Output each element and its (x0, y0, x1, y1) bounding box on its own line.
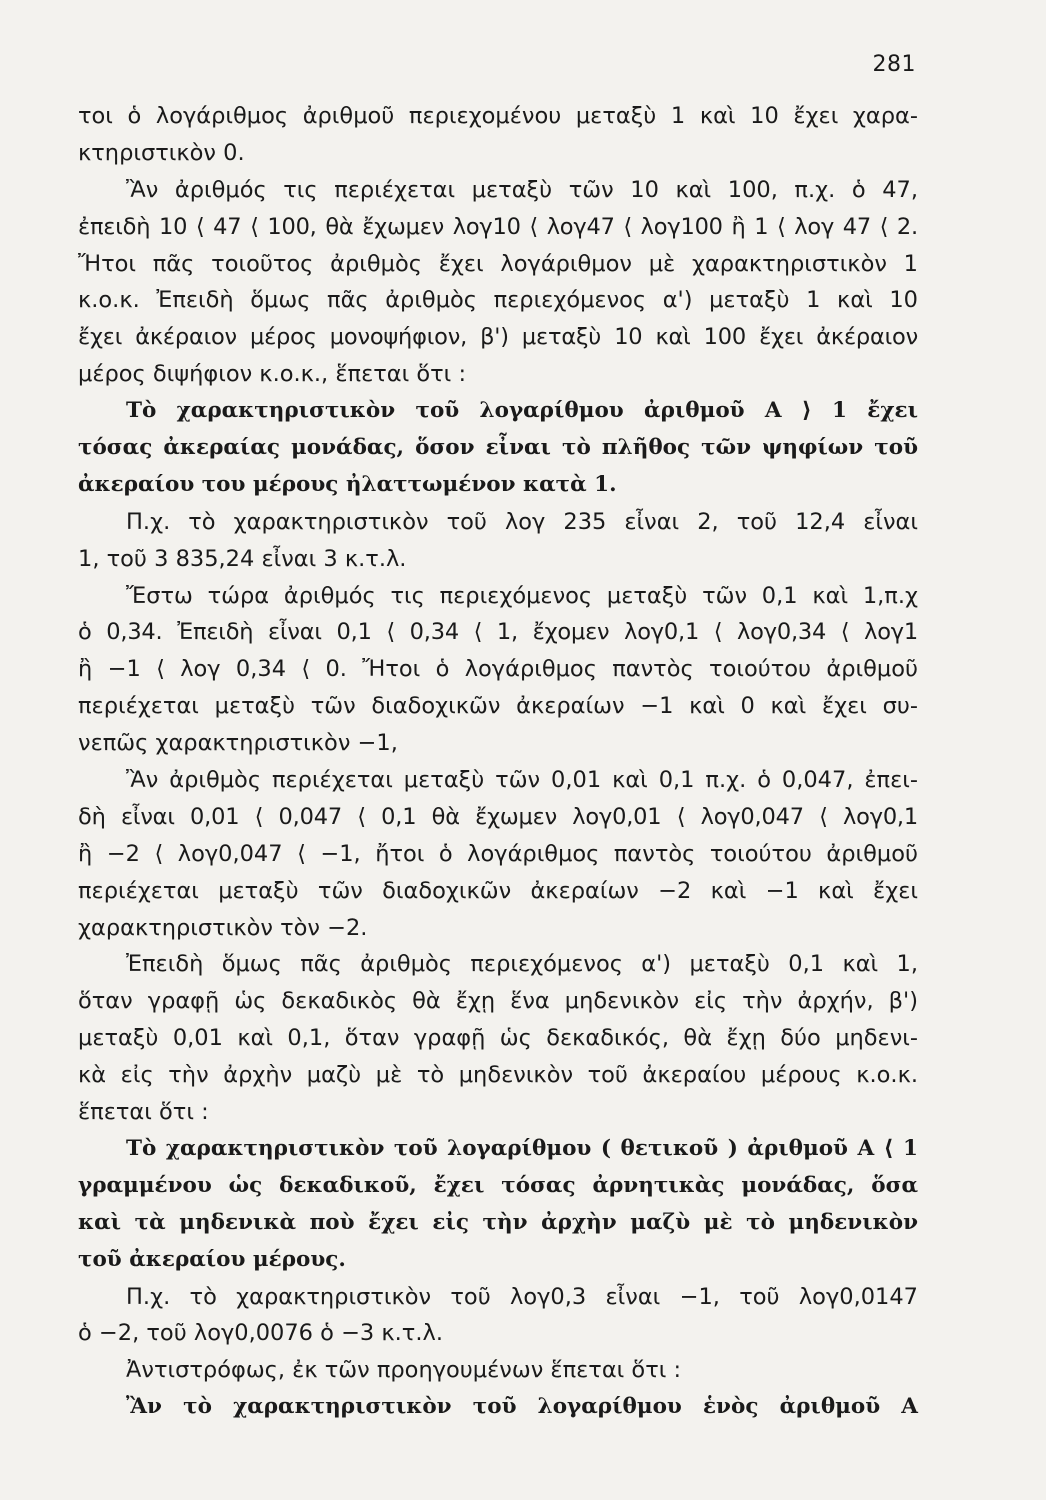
bold-text-line: ἀκεραίου του μέρους ἠλαττωμένον κατὰ 1. (78, 471, 617, 497)
text-line: ἔχει ἀκέραιον μέρος μονοψήφιον, β') μεταξὺ 10 καὶ 100 ἔχει ἀκέραιον (78, 324, 918, 351)
text-line: ἕπεται ὅτι : (78, 1099, 209, 1126)
text-line: χαρακτηριστικὸν τὸν −2. (78, 914, 368, 941)
text-line: Ἀντιστρόφως, ἐκ τῶν προηγουμένων ἕπεται ὅτι : (126, 1357, 682, 1384)
text-line: ἢ −1 ⟨ λογ 0,34 ⟨ 0. Ἤτοι ὁ λογάριθμος παντὸς τοιούτου ἀριθμοῦ (78, 656, 918, 683)
text-line: 1, τοῦ 3 835,24 εἶναι 3 κ.τ.λ. (78, 545, 407, 572)
text-line: περιέχεται μεταξὺ τῶν διαδοχικῶν ἀκεραίων −1 καὶ 0 καὶ ἔχει συ- (78, 693, 918, 720)
text-line: νεπῶς χαρακτηριστικὸν −1, (78, 730, 398, 757)
text-line: μεταξὺ 0,01 καὶ 0,1, ὅταν γραφῇ ὡς δεκαδικός, θὰ ἔχῃ δύο μηδενι- (78, 1025, 918, 1052)
body-text (78, 98, 918, 1426)
text-line: δὴ εἶναι 0,01 ⟨ 0,047 ⟨ 0,1 θὰ ἔχωμεν λογ0,01 ⟨ λογ0,047 ⟨ λογ0,1 (78, 803, 918, 830)
text-line: ὅταν γραφῇ ὡς δεκαδικὸς θὰ ἔχῃ ἕνα μηδενικὸν εἰς τὴν ἀρχήν, β') (78, 988, 918, 1015)
bold-text-line: τοῦ ἀκεραίου μέρους. (78, 1246, 346, 1272)
page-number: 281 (872, 52, 916, 77)
text-line: τοι ὁ λογάριθμος ἀριθμοῦ περιεχομένου μεταξὺ 1 καὶ 10 ἔχει χαρα- (78, 103, 918, 129)
bold-text-line: Ἂν τὸ χαρακτηριστικὸν τοῦ λογαρίθμου ἑνὸς ἀριθμοῦ Α (126, 1394, 918, 1420)
text-line: περιέχεται μεταξὺ τῶν διαδοχικῶν ἀκεραίων −2 καὶ −1 καὶ ἔχει (78, 877, 918, 904)
text-line: ἢ −2 ⟨ λογ0,047 ⟨ −1, ἤτοι ὁ λογάριθμος παντὸς τοιούτου ἀριθμοῦ (78, 840, 918, 867)
text-line: Ἐπειδὴ ὅμως πᾶς ἀριθμὸς περιεχόμενος α') μεταξὺ 0,1 καὶ 1, (126, 951, 918, 978)
text-line: Π.χ. τὸ χαρακτηριστικὸν τοῦ λογ 235 εἶναι 2, τοῦ 12,4 εἶναι (126, 508, 918, 535)
text-line: Π.χ. τὸ χαρακτηριστικὸν τοῦ λογ0,3 εἶναι −1, τοῦ λογ0,0147 (126, 1283, 918, 1310)
text-line: μέρος διψήφιον κ.ο.κ., ἕπεται ὅτι : (78, 361, 467, 388)
text-line: ὁ −2, τοῦ λογ0,0076 ὁ −3 κ.τ.λ. (78, 1320, 443, 1347)
text-line: Ἂν ἀριθμὸς περιέχεται μεταξὺ τῶν 0,01 καὶ 0,1 π.χ. ὁ 0,047, ἐπει- (126, 767, 918, 794)
text-line: κτηριστικὸν 0. (78, 139, 245, 166)
text-line: κ.ο.κ. Ἐπειδὴ ὅμως πᾶς ἀριθμὸς περιεχόμενος α') μεταξὺ 1 καὶ 10 (78, 287, 918, 314)
text-line: ὁ 0,34. Ἐπειδὴ εἶναι 0,1 ⟨ 0,34 ⟨ 1, ἔχομεν λογ0,1 ⟨ λογ0,34 ⟨ λογ1 (78, 619, 918, 646)
text-line: Ἂν ἀριθμός τις περιέχεται μεταξὺ τῶν 10 καὶ 100, π.χ. ὁ 47, (126, 176, 918, 203)
bold-text-line: γραμμένου ὡς δεκαδικοῦ, ἔχει τόσας ἀρνητικὰς μονάδας, ὅσα (78, 1172, 918, 1198)
text-line: κὰ εἰς τὴν ἀρχὴν μαζὺ μὲ τὸ μηδενικὸν τοῦ ἀκεραίου μέρους κ.ο.κ. (78, 1062, 918, 1089)
text-line: ἐπειδὴ 10 ⟨ 47 ⟨ 100, θὰ ἔχωμεν λογ10 ⟨ λογ47 ⟨ λογ100 ἢ 1 ⟨ λογ 47 ⟨ 2. (78, 213, 918, 240)
text-line: Ἔστω τώρα ἀριθμός τις περιεχόμενος μεταξὺ τῶν 0,1 καὶ 1,π.χ (126, 582, 918, 609)
bold-text-line: Τὸ χαρακτηριστικὸν τοῦ λογαρίθμου ἀριθμοῦ Α ⟩ 1 ἔχει (126, 398, 918, 424)
bold-text-line: Τὸ χαρακτηριστικὸν τοῦ λογαρίθμου ( θετικοῦ ) ἀριθμοῦ Α ⟨ 1 (126, 1135, 918, 1161)
bold-text-line: τόσας ἀκεραίας μονάδας, ὅσον εἶναι τὸ πλῆθος τῶν ψηφίων τοῦ (78, 435, 918, 461)
bold-text-line: καὶ τὰ μηδενικὰ ποὺ ἔχει εἰς τὴν ἀρχὴν μαζὺ μὲ τὸ μηδενικὸν (78, 1209, 918, 1235)
text-line: Ἤτοι πᾶς τοιοῦτος ἀριθμὸς ἔχει λογάριθμον μὲ χαρακτηριστικὸν 1 (78, 250, 918, 277)
